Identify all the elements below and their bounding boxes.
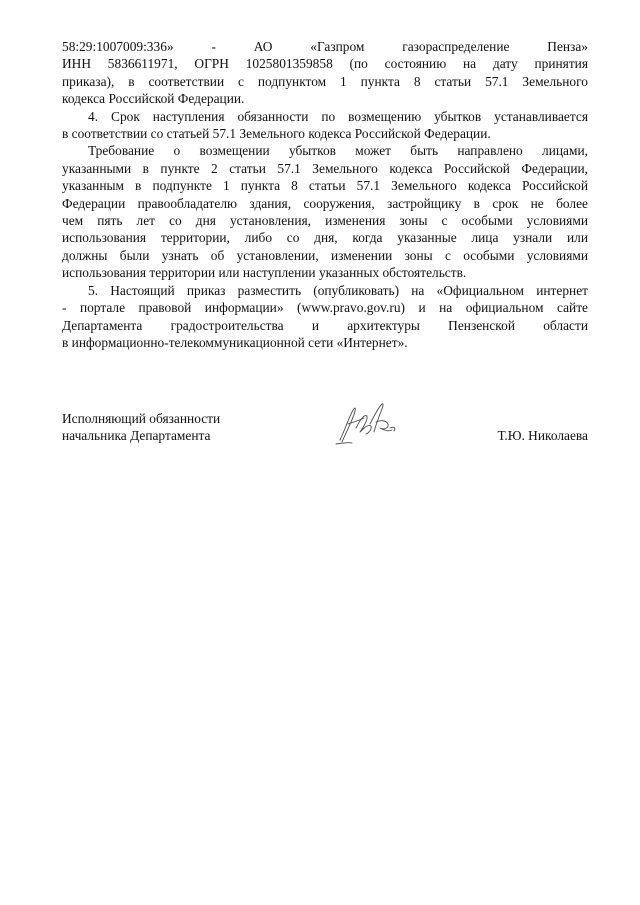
text-line: чем пять лет со дня установления, изменения зоны с особыми условиями bbox=[62, 213, 588, 229]
text-line: Требование о возмещении убытков может быть направлено лицами, bbox=[88, 143, 588, 159]
text-line: указанным в подпункте 1 пункта 8 статьи 57.1 Земельного кодекса Российской bbox=[62, 178, 588, 194]
text-line: Департамента градостроительства и архитектуры Пензенской области bbox=[62, 317, 588, 333]
signatory-name: Т.Ю. Николаева bbox=[497, 428, 588, 443]
position-line: начальника Департамента bbox=[62, 428, 211, 444]
handwritten-signature-icon bbox=[330, 398, 410, 450]
text-line: кодекса Российской Федерации. bbox=[62, 91, 245, 107]
text-line: 5. Настоящий приказ разместить (опубликовать) на «Официальном интернет bbox=[88, 282, 588, 298]
text-line: использования территории или наступлении указанных обстоятельств. bbox=[62, 265, 467, 281]
paragraph-damages-claim bbox=[62, 142, 588, 281]
text-line: должны были узнать об установлении, изменении зоны с особыми условиями bbox=[62, 247, 588, 263]
document-body bbox=[62, 38, 588, 351]
text-line: ИНН 5836611971, ОГРН 1025801359858 (по состоянию на дату принятия bbox=[62, 56, 588, 72]
text-line: в соответствии со статьей 57.1 Земельного кодекса Российской Федерации. bbox=[62, 126, 491, 142]
text-line: указанными в пункте 2 статьи 57.1 Земельного кодекса Российской Федерации, bbox=[62, 160, 588, 176]
position-line: Исполняющий обязанности bbox=[62, 411, 221, 426]
text-line: - портале правовой информации» (www.pravo.gov.ru) и на официальном сайте bbox=[62, 300, 588, 316]
signatory-position bbox=[62, 410, 220, 445]
text-line: Федерации правообладателю здания, сооружения, застройщику в срок не более bbox=[62, 195, 588, 211]
text-line: использования территории, либо со дня, когда указанные лица узнали или bbox=[62, 230, 588, 246]
text-line: приказа), в соответствии с подпунктом 1 пункта 8 статьи 57.1 Земельного bbox=[62, 73, 588, 89]
text-line: 58:29:1007009:336» - АО «Газпром газораспределение Пенза» bbox=[62, 39, 588, 54]
text-line: в информационно-телекоммуникационной сети «Интернет». bbox=[62, 334, 408, 350]
paragraph-item-4 bbox=[62, 108, 588, 143]
paragraph-owner-details bbox=[62, 38, 588, 108]
text-line: 4. Срок наступления обязанности по возмещению убытков устанавливается bbox=[88, 108, 588, 124]
paragraph-item-5 bbox=[62, 282, 588, 352]
